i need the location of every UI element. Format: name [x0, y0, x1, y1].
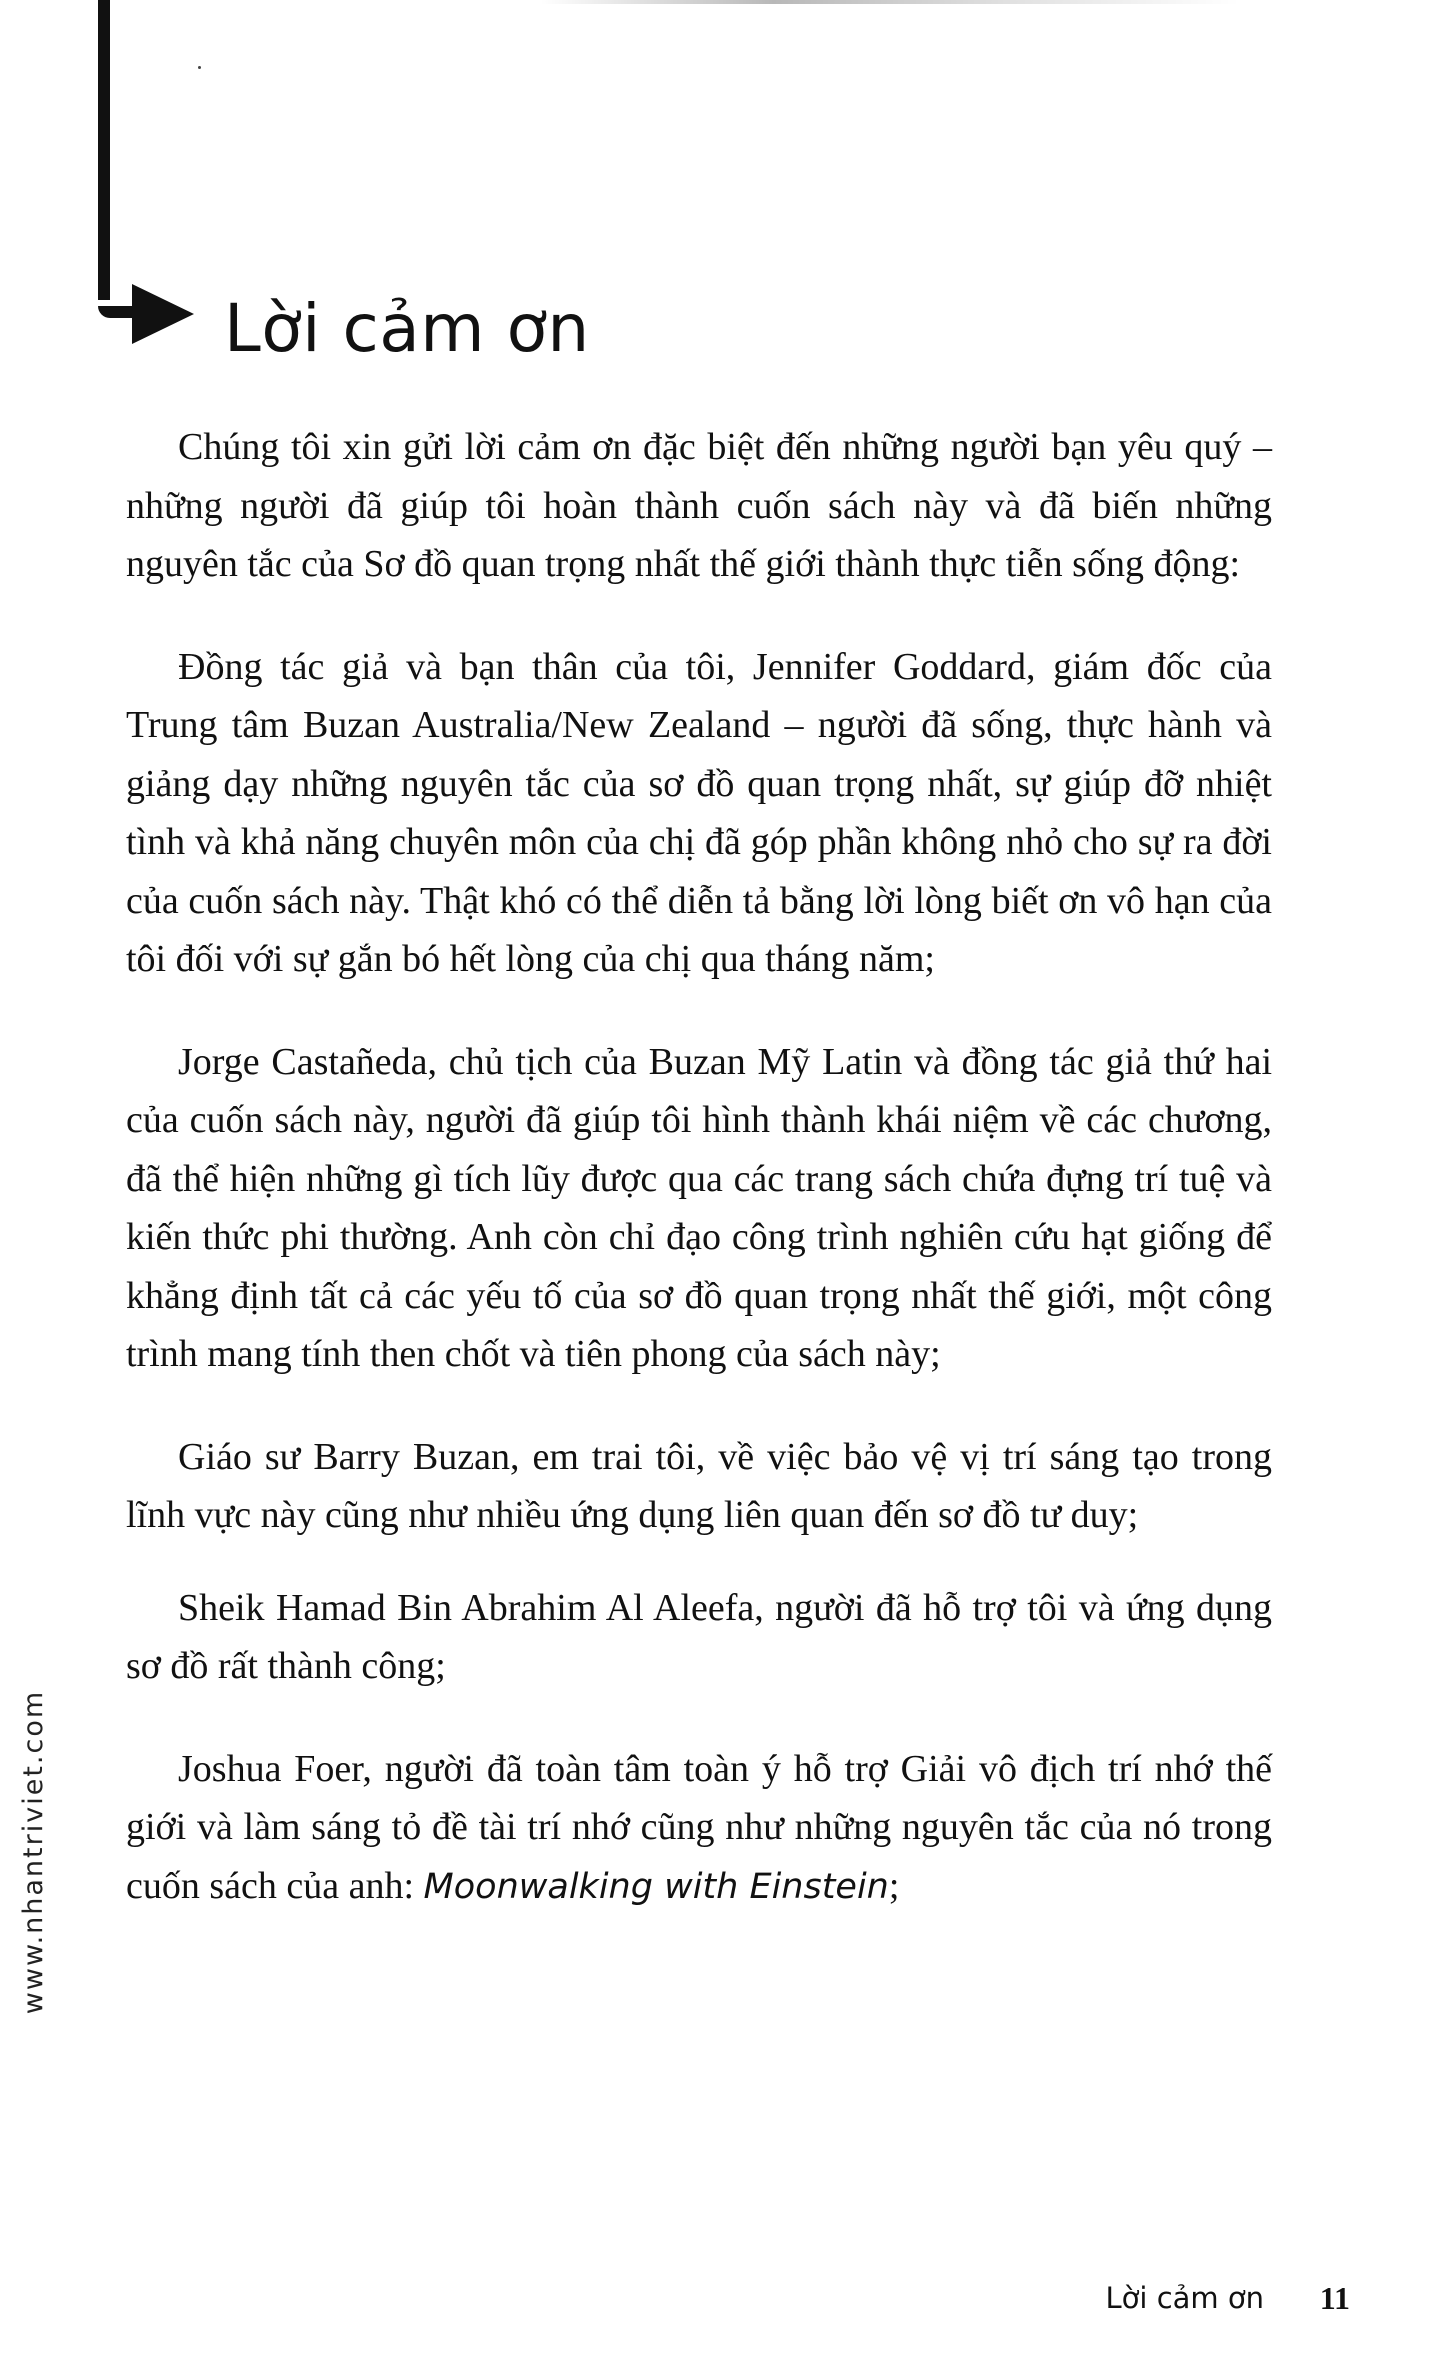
paragraph-joshua-foer	[126, 1740, 1272, 1917]
scan-artifact	[540, 0, 1240, 4]
paragraph-sheik-hamad: Sheik Hamad Bin Abrahim Al Aleefa, người đã hỗ trợ tôi và ứng dụng sơ đồ rất thành công;	[126, 1586, 1272, 1687]
paragraph-end: ;	[888, 1864, 900, 1907]
body-text	[126, 418, 1272, 1960]
publisher-url: www.nhantriviet.com	[18, 1689, 49, 2015]
chapter-title: Lời cảm ơn	[224, 290, 590, 367]
paragraph-intro: Chúng tôi xin gửi lời cảm ơn đặc biệt đến những người bạn yêu quý – những người đã giúp tôi hoàn thành cuốn sách này và đã biến những nguyên tắc của Sơ đồ quan trọng nhất thế giới thành thực tiễn sống động:	[126, 426, 1272, 585]
paragraph-joshua-foer-text: Joshua Foer, người đã toàn tâm toàn ý hỗ trợ Giải vô địch trí nhớ thế giới và làm sáng tỏ đề tài trí nhớ cũng như những nguyên tắc của nó trong cuốn sách của anh:	[126, 1747, 1272, 1907]
page-number: 11	[1319, 2280, 1350, 2316]
chapter-corner-line	[98, 0, 110, 300]
paragraph-barry-buzan: Giáo sư Barry Buzan, em trai tôi, về việc bảo vệ vị trí sáng tạo trong lĩnh vực này cũng như nhiều ứng dụng liên quan đến sơ đồ tư duy;	[126, 1435, 1272, 1536]
running-title: Lời cảm ơn	[1105, 2281, 1264, 2315]
paragraph-jorge-castaneda: Jorge Castañeda, chủ tịch của Buzan Mỹ Latin và đồng tác giả thứ hai của cuốn sách này, người đã giúp tôi hình thành khái niệm về các chương, đã thể hiện những gì tích lũy được qua các trang sách chứa đựng trí tuệ và kiến thức phi thường. Anh còn chỉ đạo công trình nghiên cứu hạt giống để khẳng định tất cả các yếu tố của sơ đồ quan trọng nhất thế giới, một công trình mang tính then chốt và tiên phong của sách này;	[126, 1040, 1272, 1375]
paragraph-jennifer-goddard: Đồng tác giả và bạn thân của tôi, Jennifer Goddard, giám đốc của Trung tâm Buzan Australia/New Zealand – người đã sống, thực hành và giảng dạy những nguyên tắc của sơ đồ quan trọng nhất, sự giúp đỡ nhiệt tình và khả năng chuyên môn của chị đã góp phần không nhỏ cho sự ra đời của cuốn sách này. Thật khó có thể diễn tả bằng lời lòng biết ơn vô hạn của tôi đối với sự gắn bó hết lòng của chị qua tháng năm;	[126, 645, 1272, 980]
speck	[198, 66, 201, 69]
book-title: Moonwalking with Einstein	[423, 1866, 889, 1907]
arrow-right-icon	[132, 284, 194, 344]
